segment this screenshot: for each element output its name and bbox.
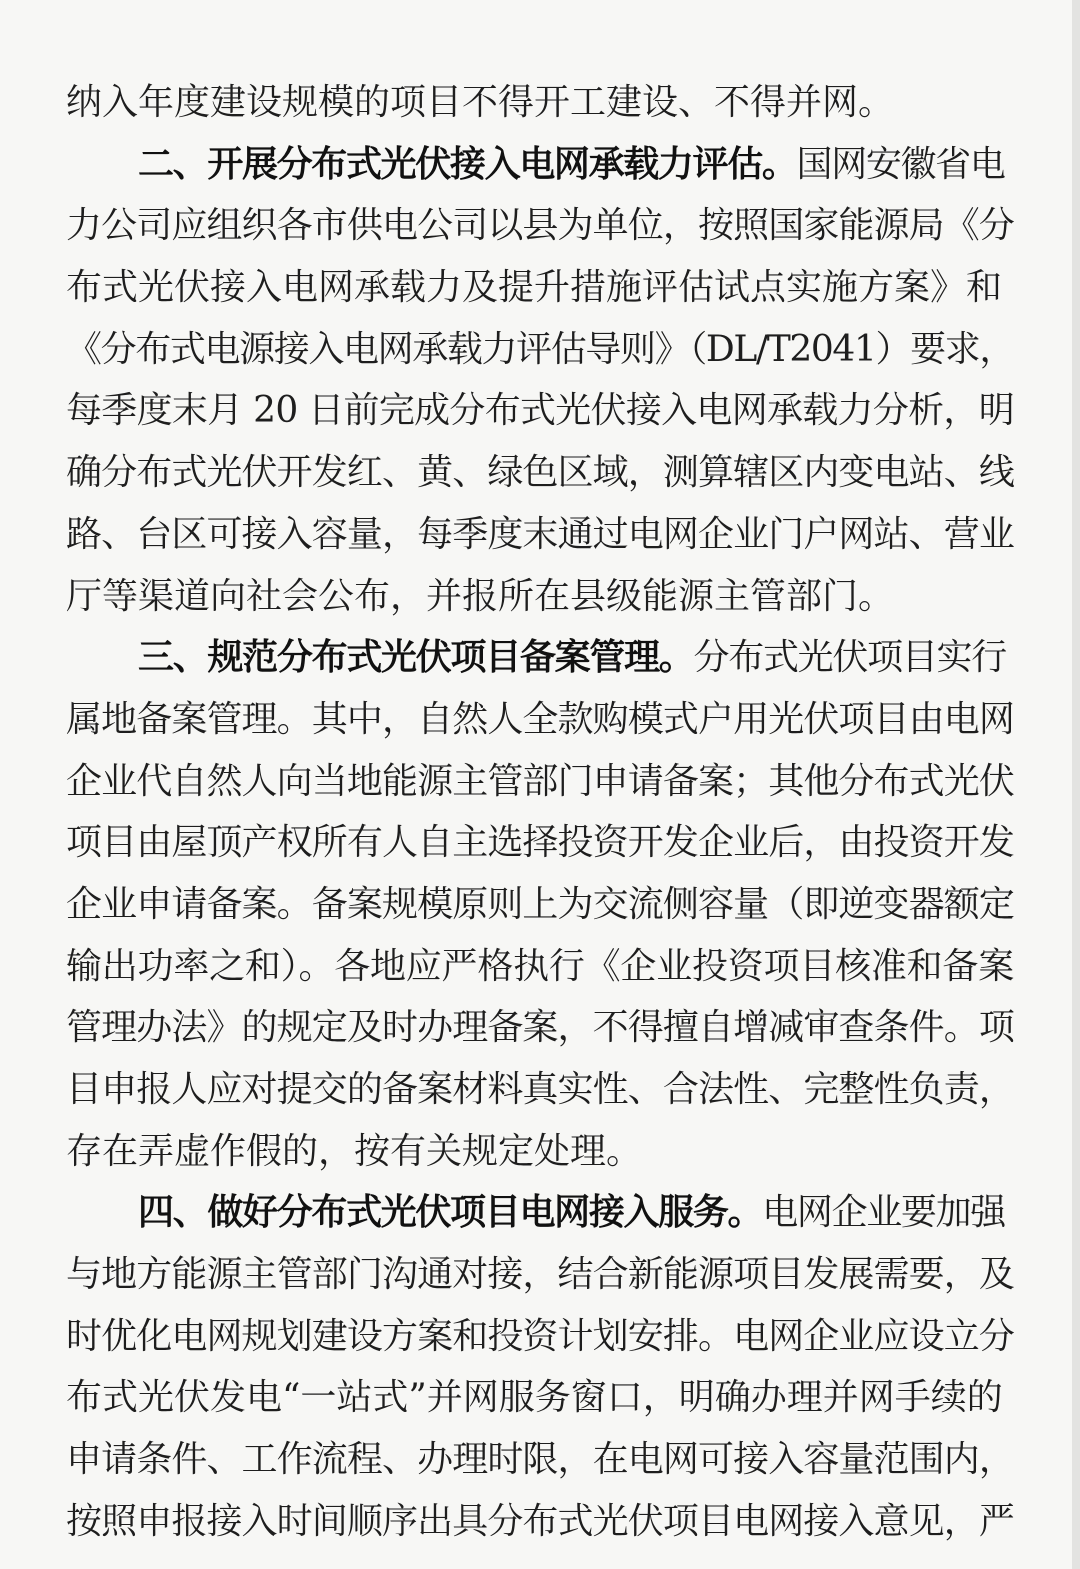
section-heading: 四、做好分布式光伏项目电网接入服务。 [138,1192,763,1234]
line-text: 分布式光伏项目实行 [693,637,1006,679]
line-text: 布式光伏接入电网承载力及提升措施评估试点实施方案》和 [66,267,1003,309]
paragraph-line [66,380,1014,442]
line-text: 与地方能源主管部门沟通对接，结合新能源项目发展需要，及 [66,1254,1014,1296]
line-text: 路、台区可接入容量，每季度末通过电网企业门户网站、营业 [66,513,1014,555]
line-text: 管理办法》的规定及时办理备案，不得擅自增减审查条件。项 [66,1007,1014,1049]
line-text: 纳入年度建设规模的项目不得开工建设、不得并网。 [66,82,895,123]
paragraph-line [66,504,1014,566]
line-text: 项目由屋顶产权所有人自主选择投资开发企业后，由投资开发 [66,822,1014,864]
paragraph-line [66,1306,1014,1368]
line-text: 企业申请备案。备案规模原则上为交流侧容量（即逆变器额定 [66,883,1014,925]
paragraph-line [66,566,1014,628]
paragraph-line [66,1429,1014,1491]
line-text: 《分布式电源接入电网承载力评估导则》（DL/T2041）要求， [66,328,1014,370]
line-text: 属地备案管理。其中，自然人全款购模式户用光伏项目由电网 [66,698,1014,740]
paragraph-line [66,319,1014,381]
line-text: 力公司应组织各市供电公司以县为单位，按照国家能源局《分 [66,205,1014,247]
section-heading-line [66,627,1014,689]
section-heading: 二、开展分布式光伏接入电网承载力评估。 [138,143,797,185]
line-text: 时优化电网规划建设方案和投资计划安排。电网企业应设立分 [66,1315,1014,1357]
line-text: 每季度末月 20 日前完成分布式光伏接入电网承载力分析，明 [66,390,1014,432]
line-text: 确分布式光伏开发红、黄、绿色区域，测算辖区内变电站、线 [66,452,1014,494]
paragraph-line [66,689,1014,751]
paragraph-line [66,257,1014,319]
line-text: 企业代自然人向当地能源主管部门申请备案；其他分布式光伏 [66,760,1014,802]
line-text: 申请条件、工作流程、办理时限，在电网可接入容量范围内， [66,1439,1014,1481]
line-text: 电网企业要加强 [762,1192,1005,1234]
line-text: 输出功率之和）。各地应严格执行《企业投资项目核准和备案 [66,945,1014,987]
paragraph-line [66,751,1014,813]
paragraph-line [66,1059,1014,1121]
section-heading: 三、规范分布式光伏项目备案管理。 [138,637,694,679]
paragraph-line [66,72,1014,134]
paragraph-line [66,442,1014,504]
paragraph-line [66,1244,1014,1306]
line-text: 存在弄虚作假的，按有关规定处理。 [66,1130,643,1172]
section-heading-line [66,1182,1014,1244]
line-text: 目申报人应对提交的备案材料真实性、合法性、完整性负责， [66,1069,1014,1110]
paragraph-line [66,195,1014,257]
paragraph-line [66,1121,1014,1183]
line-text: 按照申报接入时间顺序出具分布式光伏项目电网接入意见，严 [66,1500,1014,1542]
paragraph-line [66,1491,1014,1553]
paragraph-line [66,1367,1014,1429]
paragraph-line [66,997,1014,1059]
section-heading-line [66,134,1014,196]
line-text: 布式光伏发电“一站式”并网服务窗口，明确办理并网手续的 [66,1377,1003,1419]
paragraph-line [66,936,1014,998]
line-text: 国网安徽省电 [796,143,1005,185]
paragraph-line [66,812,1014,874]
line-text: 厅等渠道向社会公布，并报所在县级能源主管部门。 [66,575,895,617]
paragraph-line [66,874,1014,936]
document-body [66,72,1014,1553]
